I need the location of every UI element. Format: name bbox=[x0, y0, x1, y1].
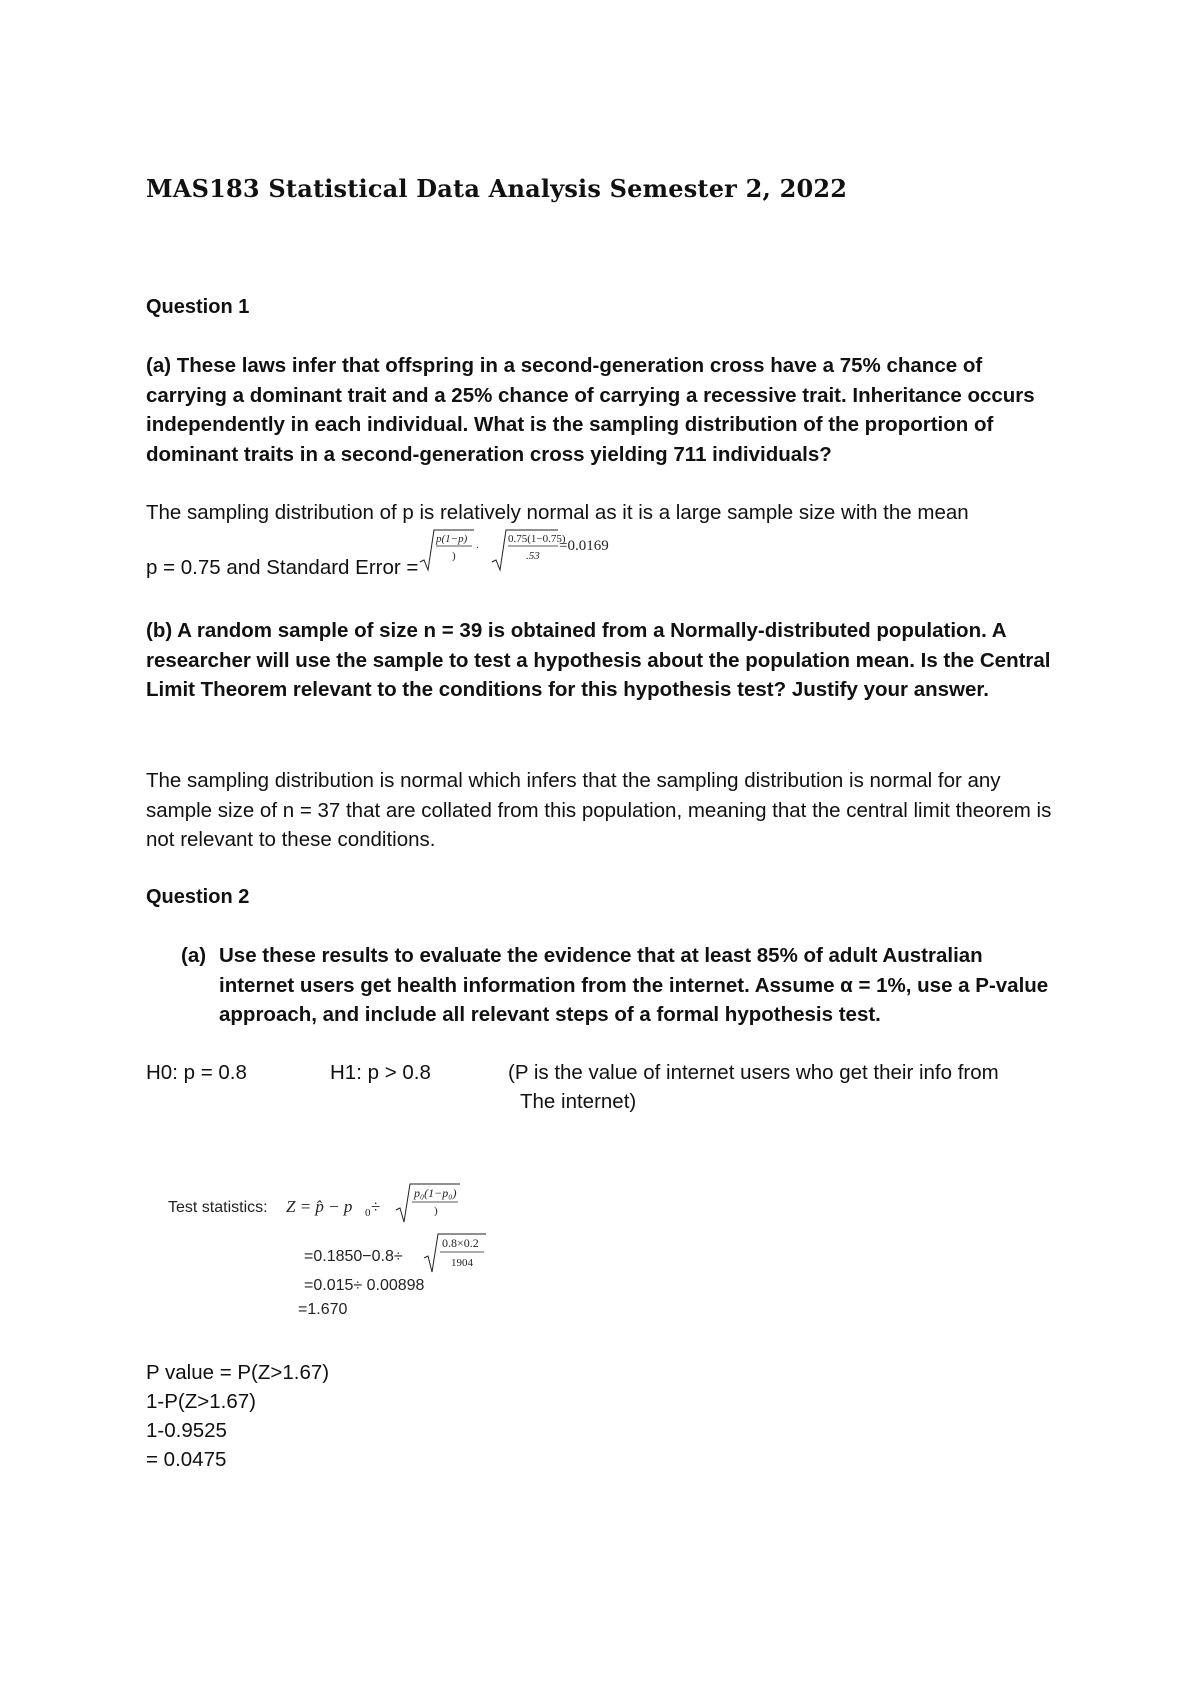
hypothesis-note-line1: (P is the value of internet users who get their info from bbox=[508, 1061, 999, 1084]
test-stat-line4: =1.670 bbox=[298, 1301, 348, 1318]
se-dot: . bbox=[476, 539, 479, 551]
p-value-line: = 0.0475 bbox=[146, 1448, 227, 1471]
q2a-question-block bbox=[181, 941, 1061, 1030]
alternative-hypothesis: H1: p > 0.8 bbox=[330, 1061, 431, 1084]
se-frac2-numerator: 0.75(1−0.75) bbox=[508, 533, 566, 545]
se-frac2-denominator: .53 bbox=[526, 550, 540, 562]
test-statistic-formula bbox=[160, 1180, 520, 1325]
document-title: MAS183 Statistical Data Analysis Semester 2, 2022 bbox=[146, 174, 848, 203]
se-frac1-numerator: p(1−p) bbox=[436, 533, 468, 545]
test-stat-frac1-numerator: p₀(1−p₀) bbox=[414, 1186, 457, 1200]
q1b-answer: The sampling distribution is normal which infers that the sampling distribution is normal for any sample size of n = 37 that are collated from this population, meaning that the central limit theorem is not relevant to these conditions. bbox=[146, 769, 1052, 851]
test-stat-frac2-denominator: 1904 bbox=[451, 1257, 473, 1269]
q1a-question: (a) These laws infer that offspring in a second-generation cross have a 75% chance of carrying a dominant trait and a 25% chance of carrying a recessive trait. Inheritance occurs independently in each individual. What is the sampling distribution of the proportion of dominant traits in a second-generation cross yielding 711 individuals? bbox=[146, 354, 1035, 466]
q2a-label: (a) bbox=[181, 944, 207, 967]
test-stat-line3: =0.015÷ 0.00898 bbox=[304, 1277, 425, 1294]
test-stat-line2: =0.1850−0.8÷ bbox=[304, 1248, 403, 1265]
test-stat-label: Test statistics: bbox=[168, 1199, 268, 1216]
se-result: =0.0169 bbox=[559, 538, 609, 554]
p-value-line: 1-P(Z>1.67) bbox=[146, 1390, 256, 1413]
q1b-question: (b) A random sample of size n = 39 is obtained from a Normally-distributed population. A researcher will use the sample to test a hypothesis about the population mean. Is the Central Limit Theorem relevant to the conditions for this hypothesis test? Justify your answer. bbox=[146, 619, 1051, 701]
q1a-answer-line2: p = 0.75 and Standard Error = bbox=[146, 556, 419, 579]
test-stat-frac2-numerator: 0.8×0.2 bbox=[442, 1236, 479, 1250]
q1a-answer-line1: The sampling distribution of p is relatively normal as it is a large sample size with the mean bbox=[146, 501, 969, 524]
p-value-line: 1-0.9525 bbox=[146, 1419, 227, 1442]
q2a-question: Use these results to evaluate the evidence that at least 85% of adult Australian internet users get health information from the internet. Assume α = 1%, use a P-value approach, and include all relevant steps of a formal hypothesis test. bbox=[219, 944, 1049, 1026]
hypothesis-note-line2: The internet) bbox=[520, 1090, 637, 1113]
test-stat-frac1-denominator: ) bbox=[434, 1205, 438, 1217]
null-hypothesis: H0: p = 0.8 bbox=[146, 1061, 247, 1084]
question-1-heading: Question 1 bbox=[146, 296, 250, 318]
se-frac1-denominator: ) bbox=[452, 550, 456, 562]
question-2-heading: Question 2 bbox=[146, 886, 250, 908]
p-value-line: P value = P(Z>1.67) bbox=[146, 1361, 330, 1384]
test-stat-subscript: 0 bbox=[365, 1207, 371, 1219]
test-stat-lhs: Z = p̂ − p bbox=[286, 1197, 353, 1216]
standard-error-formula bbox=[418, 526, 690, 572]
test-stat-divide: ÷ bbox=[371, 1197, 381, 1216]
